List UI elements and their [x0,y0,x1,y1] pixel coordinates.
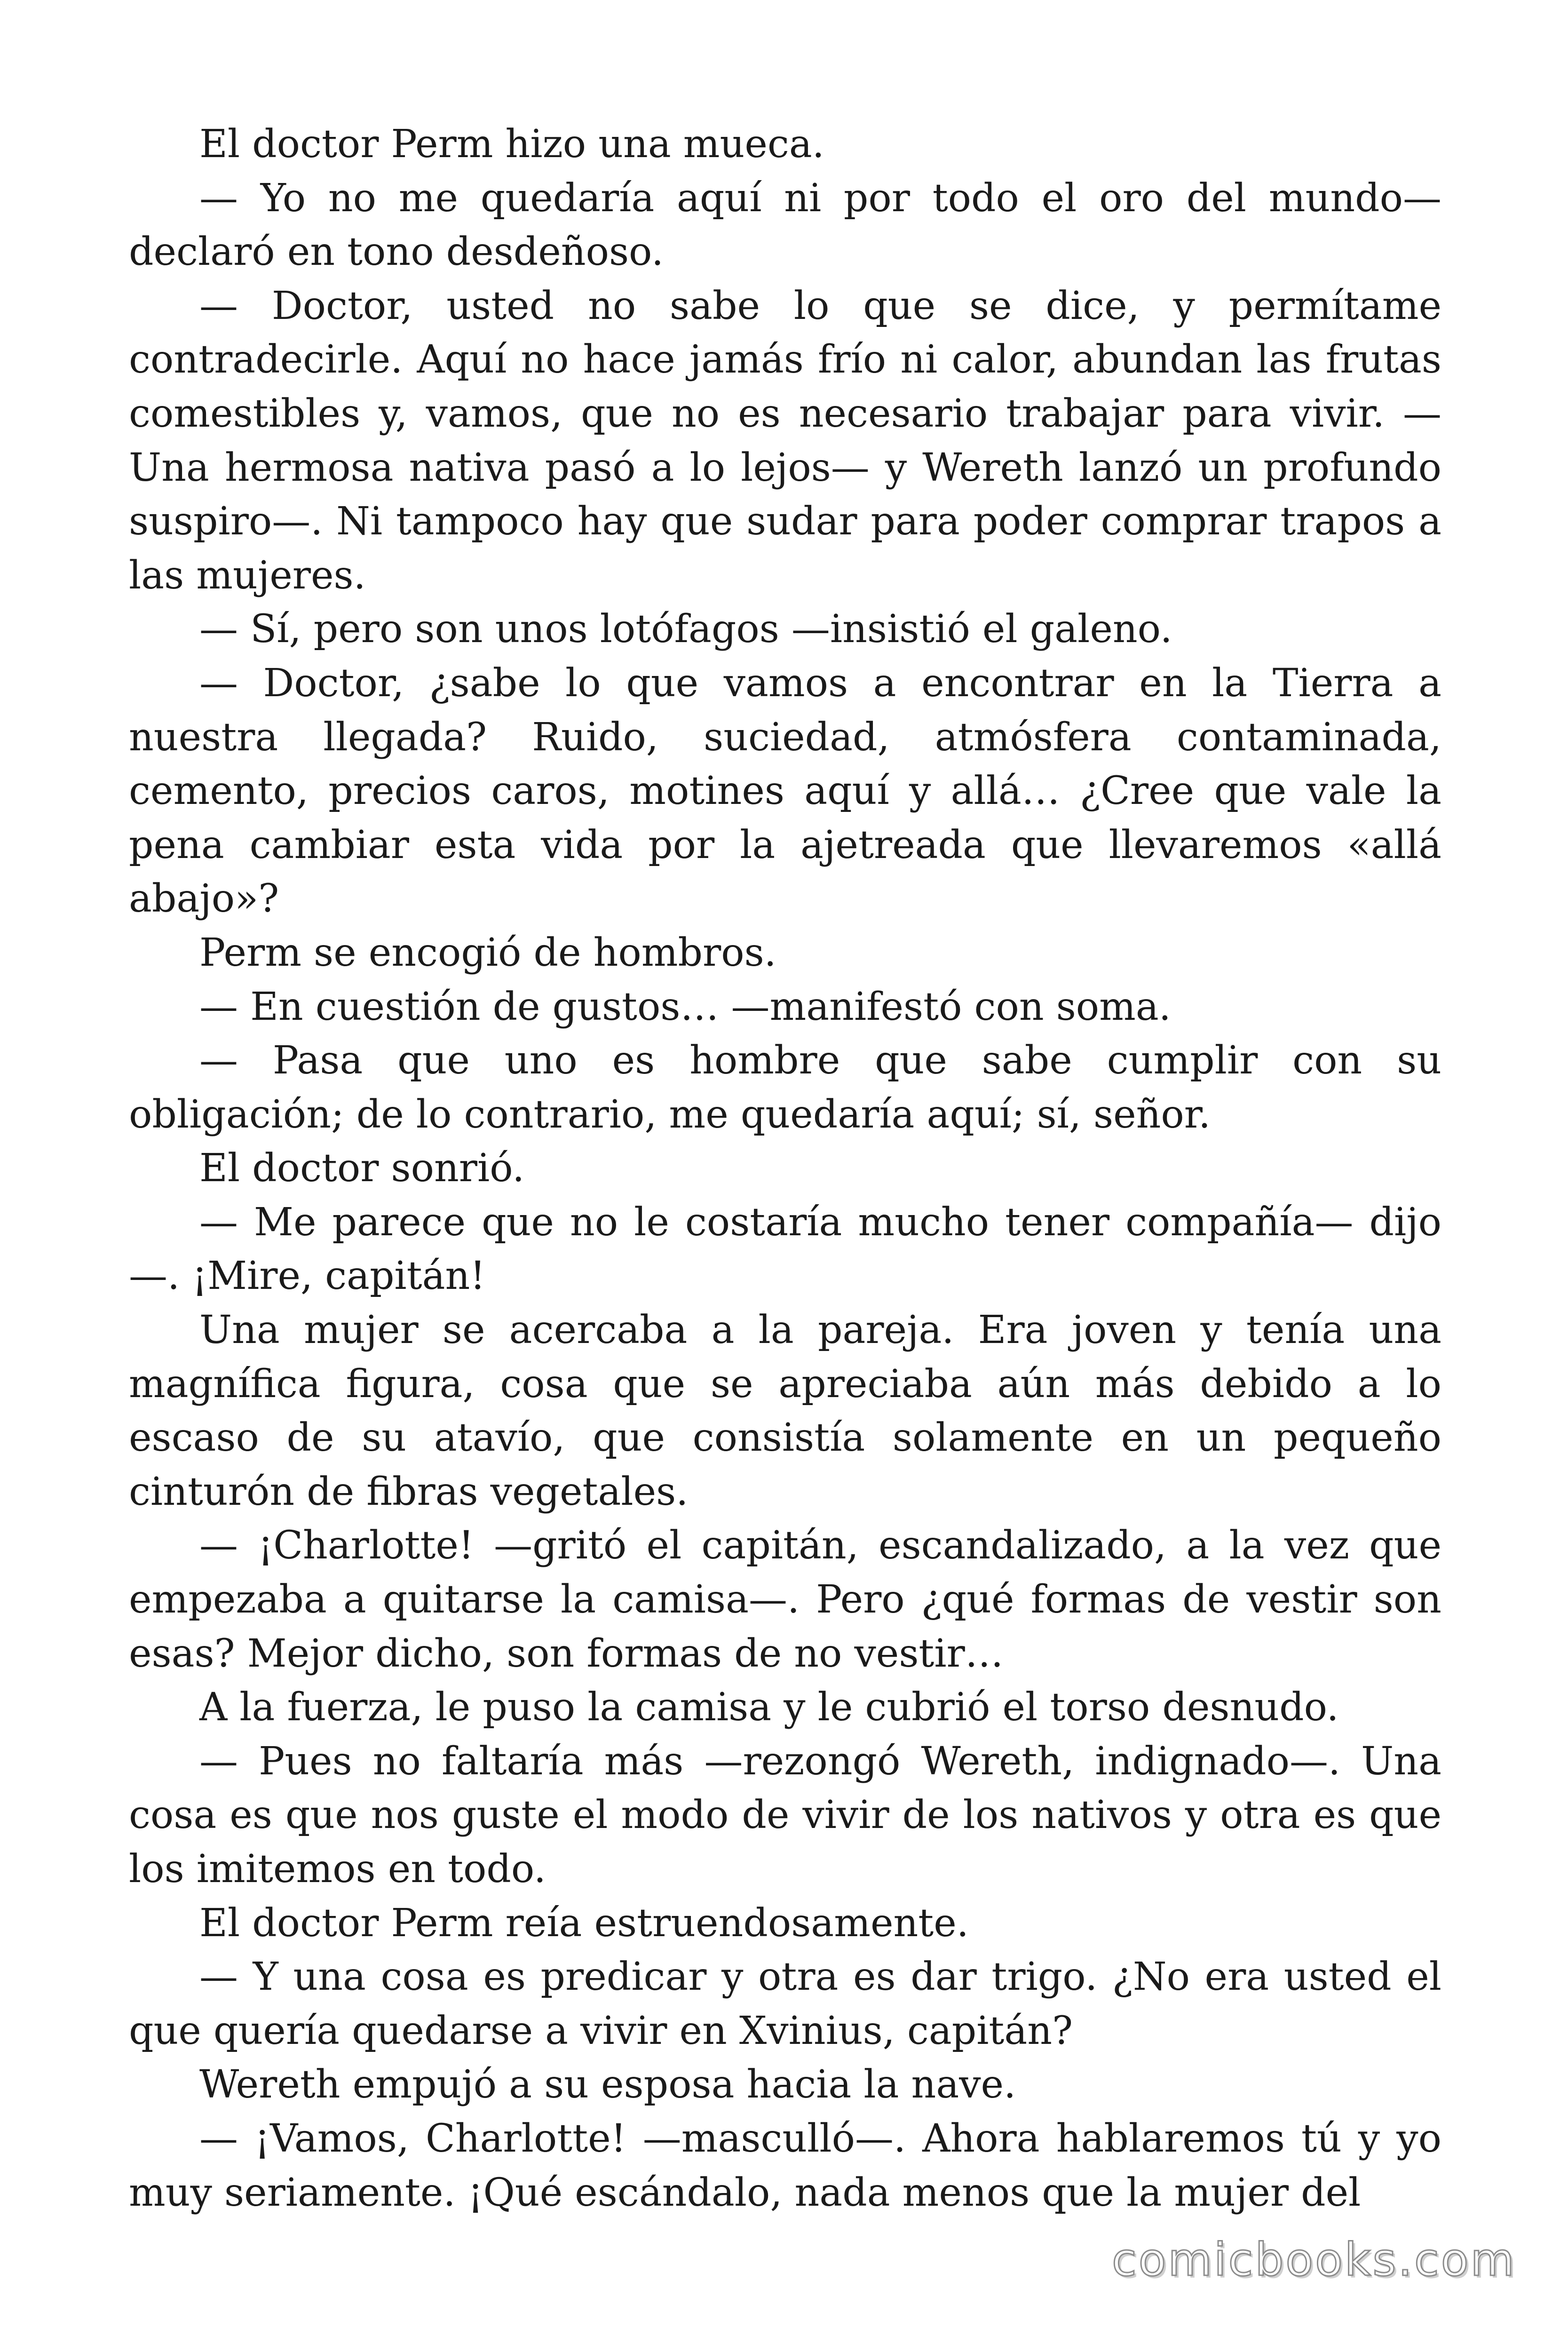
paragraph: — Y una cosa es predicar y otra es dar trigo. ¿No era usted el que quería quedarse a vivir en Xvinius, capitán? [129,1955,1441,2053]
paragraph: Wereth empujó a su esposa hacia la nave. [199,2062,1016,2107]
paragraph: A la fuerza, le puso la camisa y le cubrió el torso desnudo. [199,1685,1339,1730]
paragraph: El doctor Perm reía estruendosamente. [199,1900,969,1946]
paragraph: — Me parece que no le costaría mucho tener compañía— dijo—. ¡Mire, capitán! [129,1200,1441,1299]
paragraph: — Doctor, ¿sabe lo que vamos a encontrar en la Tierra a nuestra llegada? Ruido, suciedad, atmósfera contaminada, cemento, precios caros, motines aquí y allá… ¿Cree que vale la pena cambiar esta vida por la ajetreada que llevaremos «allá abajo»? [129,660,1441,922]
paragraph: — En cuestión de gustos… —manifestó con soma. [199,984,1171,1029]
paragraph: Una mujer se acercaba a la pareja. Era joven y tenía una magnífica figura, cosa que se apreciaba aún más debido a lo escaso de su atavío, que consistía solamente en un pequeño cinturón de fibras vegetales. [129,1308,1441,1514]
paragraph: Perm se encogió de hombros. [199,930,776,975]
paragraph: — Sí, pero son unos lotófagos —insistió el galeno. [199,607,1172,652]
paragraph: — ¡Charlotte! —gritó el capitán, escandalizado, a la vez que empezaba a quitarse la camisa—. Pero ¿qué formas de vestir son esas? Mejor dicho, son formas de no vestir… [129,1523,1441,1676]
paragraph: — Pasa que uno es hombre que sabe cumplir con su obligación; de lo contrario, me quedaría aquí; sí, señor. [129,1038,1441,1137]
paragraph: El doctor Perm hizo una mueca. [199,122,824,167]
paragraph: — Doctor, usted no sabe lo que se dice, y permítame contradecirle. Aquí no hace jamás frío ni calor, abundan las frutas comestibles y, vamos, que no es necesario trabajar para vivir. —Una hermosa nativa pasó a lo lejos— y Wereth lanzó un profundo suspiro—. Ni tampoco hay que sudar para poder comprar trapos a las mujeres. [129,283,1441,598]
paragraph: — Pues no faltaría más —rezongó Wereth, indignado—. Una cosa es que nos guste el modo de vivir de los nativos y otra es que los imitemos en todo. [129,1739,1441,1891]
page-text [129,118,1441,2220]
paragraph: — Yo no me quedaría aquí ni por todo el oro del mundo— declaró en tono desdeñoso. [129,175,1441,275]
paragraph: El doctor sonrió. [199,1146,525,1191]
paragraph: — ¡Vamos, Charlotte! —masculló—. Ahora hablaremos tú y yo muy seriamente. ¡Qué escándalo, nada menos que la mujer del [129,2116,1441,2215]
watermark-logo: comicbooks.com [1111,2233,1516,2286]
